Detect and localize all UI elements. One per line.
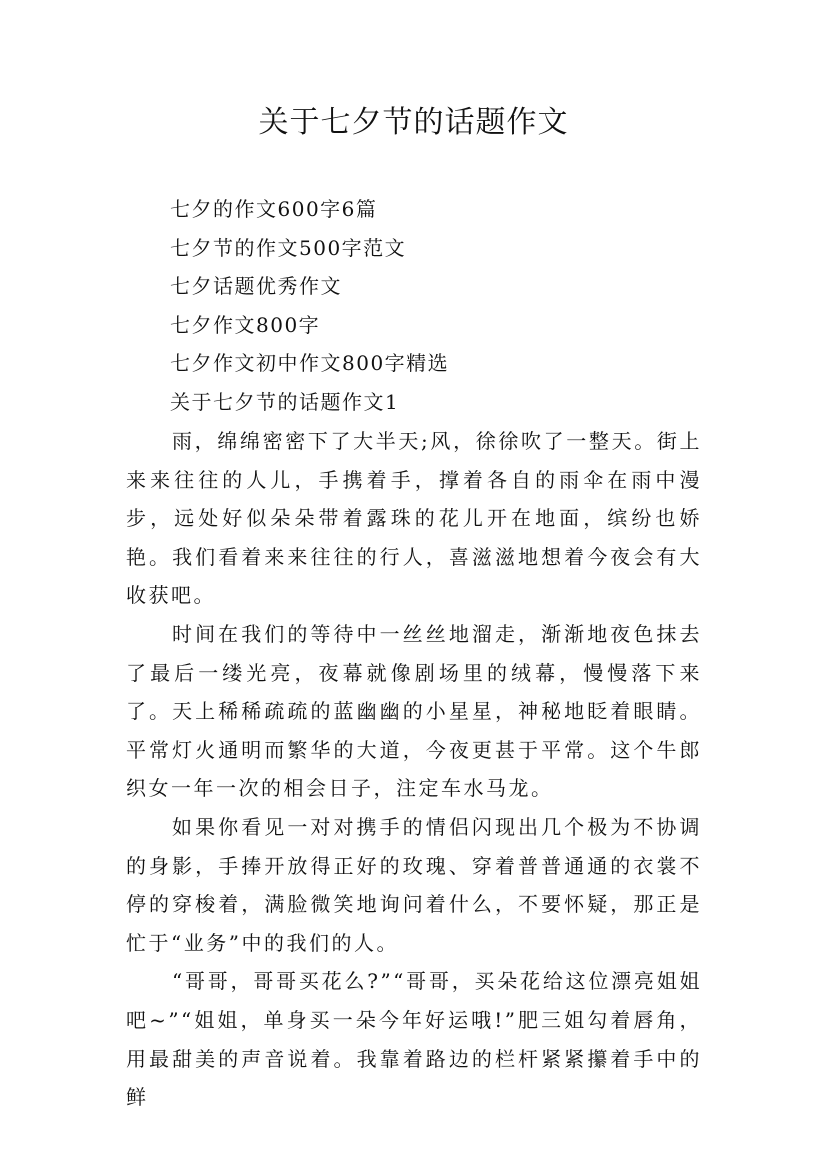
toc-item: 七夕的作文600字6篇 <box>170 197 378 221</box>
document-title: 关于七夕节的话题作文 <box>258 105 569 140</box>
toc-item: 七夕话题优秀作文 <box>170 274 342 298</box>
toc-item: 关于七夕节的话题作文1 <box>170 389 400 414</box>
essay-body <box>126 422 702 1117</box>
paragraph: “哥哥，哥哥买花么?”“哥哥，买朵花给这位漂亮姐姐吧~”“姐姐，单身买一朵今年好运哦!”肥三姐勾着唇角，用最甜美的声音说着。我靠着路边的栏杆紧紧攥着手中的鲜 <box>126 969 702 1110</box>
toc-item: 七夕作文800字 <box>170 312 321 337</box>
toc-item: 七夕节的作文500字范文 <box>170 235 407 260</box>
toc-item: 七夕作文初中作文800字精选 <box>170 351 450 375</box>
paragraph: 时间在我们的等待中一丝丝地溜走，渐渐地夜色抹去了最后一缕光亮，夜幕就像剧场里的绒幕，慢慢落下来了。天上稀稀疏疏的蓝幽幽的小星星，神秘地眨着眼睛。平常灯火通明而繁华的大道，今夜更甚于平常。这个牛郎织女一年一次的相会日子，注定车水马龙。 <box>126 621 702 801</box>
paragraph: 雨，绵绵密密下了大半天;风，徐徐吹了一整天。街上来来往往的人儿，手携着手，撑着各自的雨伞在雨中漫步，远处好似朵朵带着露珠的花儿开在地面，缤纷也娇艳。我们看着来来往往的行人，喜滋滋地想着今夜会有大收获吧。 <box>126 429 702 608</box>
paragraph: 如果你看见一对对携手的情侣闪现出几个极为不协调的身影，手捧开放得正好的玫瑰、穿着普普通通的衣裳不停的穿梭着，满脸微笑地询问着什么，不要怀疑，那正是忙于“业务”中的我们的人。 <box>126 814 702 955</box>
toc-list <box>170 190 730 421</box>
